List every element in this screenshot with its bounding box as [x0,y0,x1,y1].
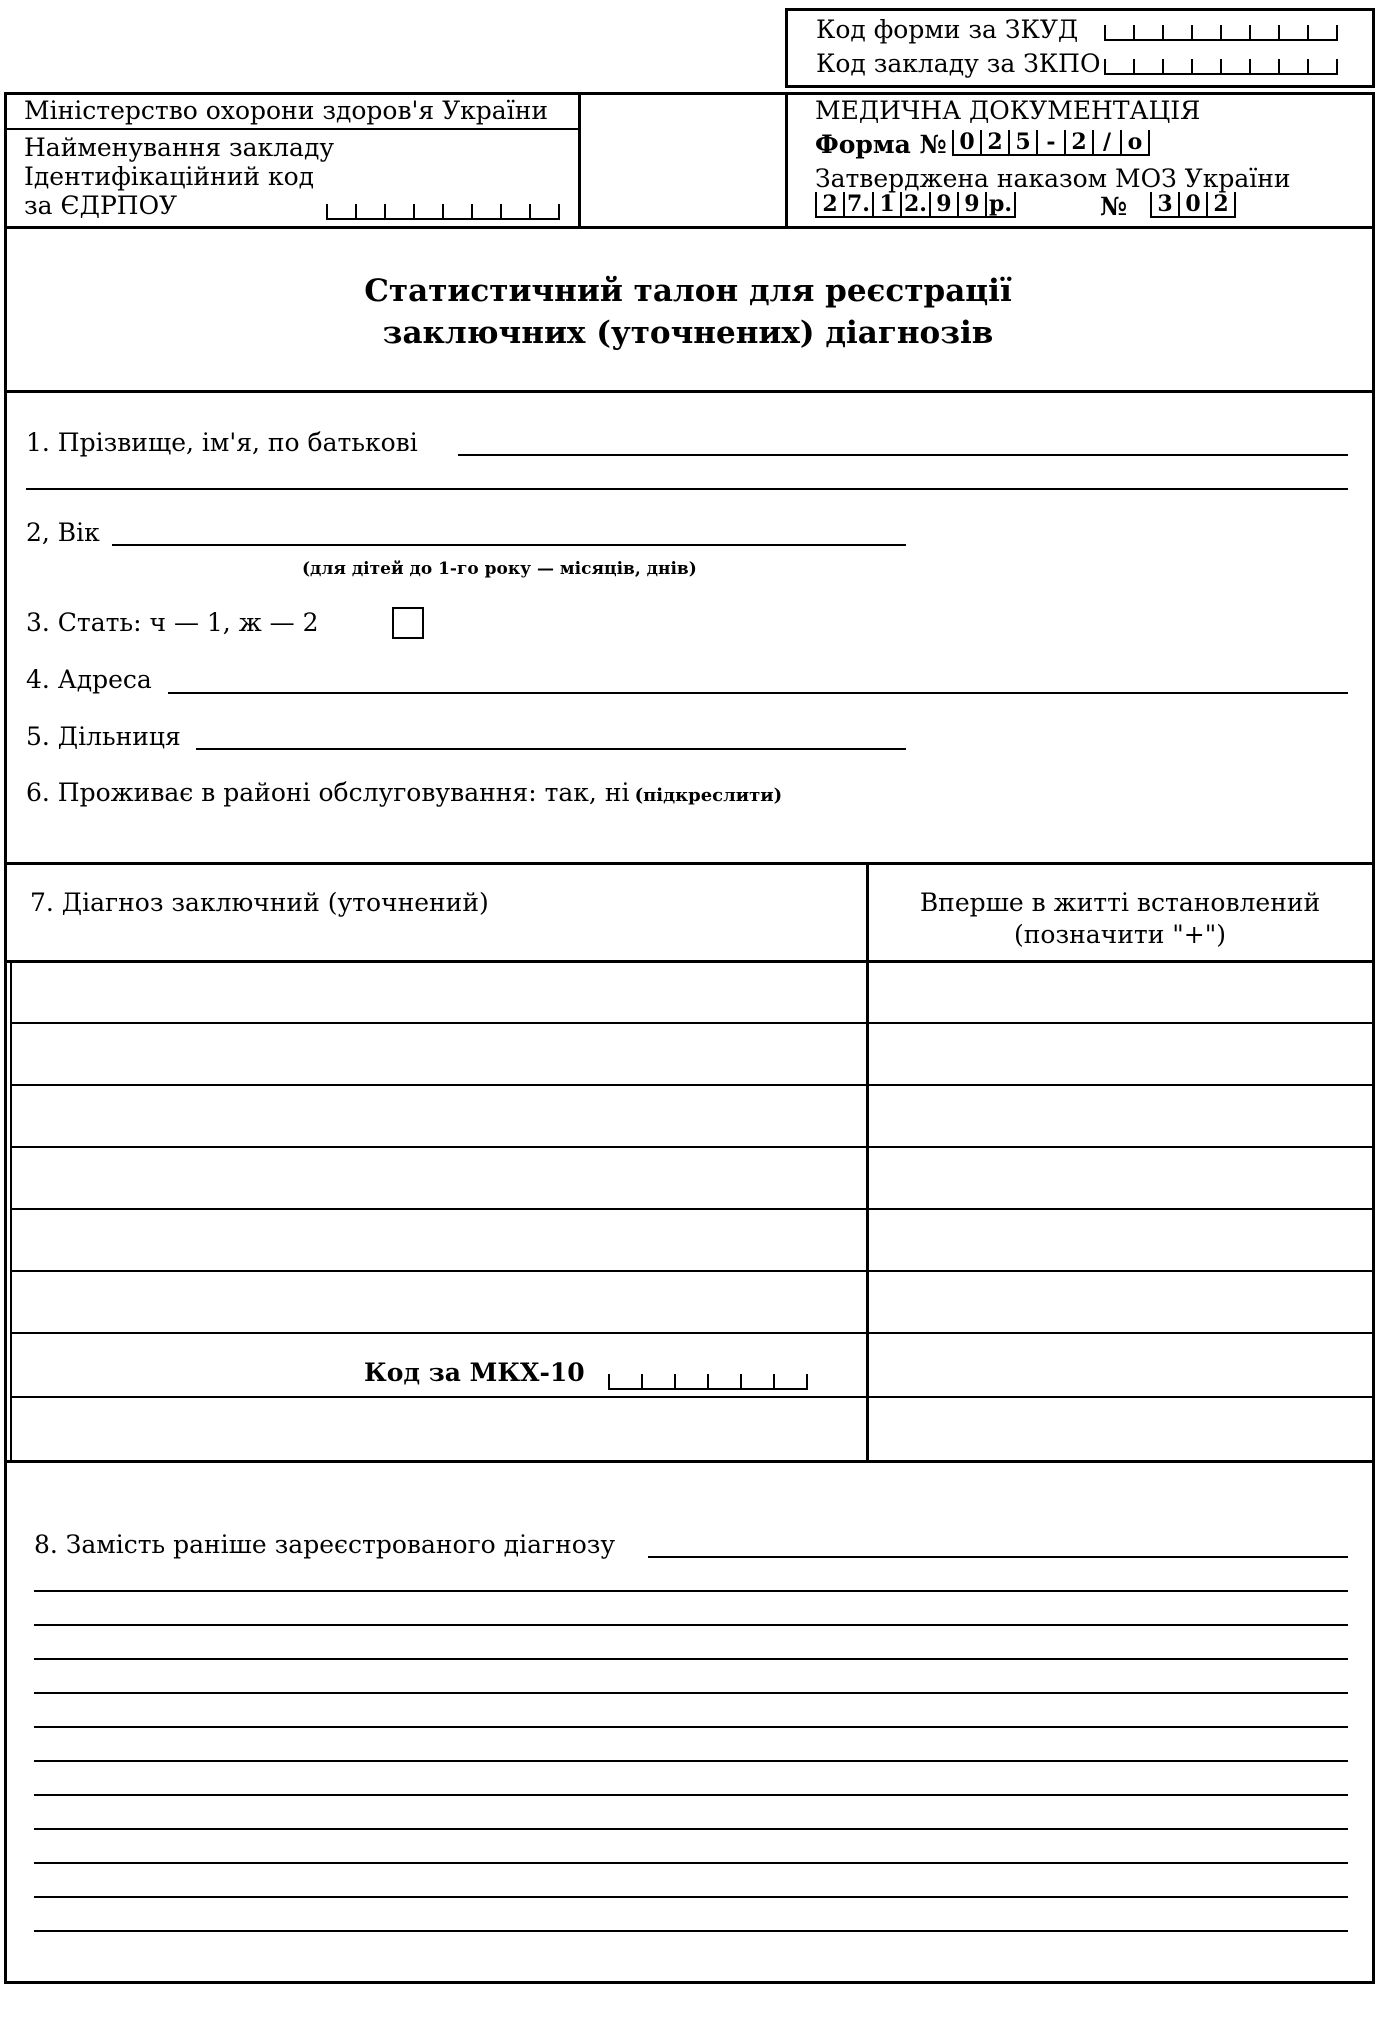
residence-question [26,778,782,808]
icd10-code-input[interactable] [608,1374,808,1390]
medical-documentation-label: МЕДИЧНА ДОКУМЕНТАЦІЯ [815,96,1201,125]
form-number-char: 2 [1064,130,1092,154]
previous-diagnosis-line[interactable] [34,1624,1348,1626]
previous-diagnosis-line[interactable] [34,1828,1348,1830]
form-number-char: - [1036,130,1064,154]
form-number-char: 5 [1008,130,1036,154]
first-time-cell-6[interactable] [870,1272,1368,1332]
header-bottom-rule [4,226,1372,229]
id-code-label-line1: Ідентифікаційний код [24,162,315,191]
order-number-label: № [1100,192,1128,221]
form-number-char: 0 [952,130,980,154]
order-number-char: 3 [1150,192,1178,216]
approved-by-label: Затверджена наказом МОЗ України [815,164,1291,193]
approval-date-boxes [815,190,1016,218]
document-title-line1: Статистичний талон для реєстрації [364,273,1012,309]
zkud-code-input[interactable] [1104,25,1338,41]
full-name-field[interactable] [458,454,1348,456]
first-time-header-line2: (позначити "+") [1014,920,1226,949]
age-field[interactable] [112,544,906,546]
zkud-label: Код форми за ЗКУД [816,15,1079,44]
header-divider-right [785,92,788,226]
approval-date-char: 2. [900,192,929,216]
form-number-char: / [1092,130,1120,154]
first-time-header-line1: Вперше в житті встановлений [919,888,1321,917]
document-title-line2: заключних (уточнених) діагнозів [382,315,994,351]
sex-label: 3. Стать: ч — 1, ж — 2 [26,608,319,637]
ministry-underline [4,128,580,130]
first-time-cell-8[interactable] [870,1398,1368,1460]
order-number-boxes [1150,190,1236,218]
full-name-field-continuation[interactable] [26,488,1348,490]
previous-diagnosis-field[interactable] [648,1556,1348,1558]
previous-diagnosis-line[interactable] [34,1794,1348,1796]
diagnosis-row-4[interactable] [12,1148,864,1208]
previous-diagnosis-line[interactable] [34,1658,1348,1660]
residence-label: 6. Проживає в районі обслуговування: так, ні [26,778,630,807]
previous-diagnosis-line[interactable] [34,1692,1348,1694]
diagnosis-row-3[interactable] [12,1086,864,1146]
zkpo-code-input[interactable] [1104,59,1338,75]
previous-diagnosis-label: 8. Замість раніше зареєстрованого діагнозу [34,1530,616,1559]
previous-diagnosis-line[interactable] [34,1726,1348,1728]
edrpou-code-input[interactable] [326,204,560,220]
diagnosis-row-1[interactable] [12,962,864,1022]
previous-diagnosis-line[interactable] [34,1896,1348,1898]
district-field[interactable] [196,748,906,750]
previous-diagnosis-line[interactable] [34,1862,1348,1864]
diagnosis-table-divider [866,862,869,1462]
icd10-code-label: Код за МКХ-10 [364,1358,585,1387]
diagnosis-header: 7. Діагноз заключний (уточнений) [30,888,489,917]
form-number-boxes [952,128,1150,156]
approval-date-char: 7. [843,192,872,216]
approval-date-char: 9 [957,192,985,216]
residence-note: (підкреслити) [634,785,783,806]
diagnosis-table-bottom-rule [4,1460,1372,1463]
form-number-char: о [1120,130,1150,154]
approval-date-char: р. [985,192,1016,216]
header-divider-left [578,92,581,226]
diagnosis-row-5[interactable] [12,1210,864,1270]
first-time-cell-7[interactable] [870,1334,1368,1394]
form-number-label: Форма № [815,130,947,159]
form-codes-box [785,8,1375,88]
form-number-char: 2 [980,130,1008,154]
order-number-char: 0 [1178,192,1206,216]
approval-date-char: 1 [872,192,900,216]
previous-diagnosis-line[interactable] [34,1590,1348,1592]
previous-diagnosis-line[interactable] [34,1930,1348,1932]
age-note: (для дітей до 1-го року — місяців, днів) [302,559,697,579]
ministry-name: Міністерство охорони здоров'я України [24,96,549,125]
first-time-cell-3[interactable] [870,1086,1368,1146]
diagnosis-row-6[interactable] [12,1272,864,1332]
id-code-label-line2: за ЄДРПОУ [24,191,178,220]
diagnosis-row-8[interactable] [12,1398,864,1460]
first-time-cell-2[interactable] [870,1024,1368,1084]
title-bottom-rule [4,390,1372,393]
age-label: 2, Вік [26,518,100,547]
diagnosis-row-2[interactable] [12,1024,864,1084]
approval-date-char: 2 [815,192,843,216]
zkpo-label: Код закладу за ЗКПО [816,49,1101,78]
district-label: 5. Дільниця [26,722,181,751]
address-field[interactable] [168,692,1348,694]
address-label: 4. Адреса [26,665,152,694]
first-time-cell-4[interactable] [870,1148,1368,1208]
first-time-cell-5[interactable] [870,1210,1368,1270]
institution-name-label: Найменування закладу [24,133,335,162]
full-name-label: 1. Прізвище, ім'я, по батькові [26,428,418,457]
previous-diagnosis-line[interactable] [34,1760,1348,1762]
order-number-char: 2 [1206,192,1236,216]
fields-bottom-rule [4,862,1372,865]
sex-checkbox[interactable] [392,607,424,639]
first-time-cell-1[interactable] [870,962,1368,1022]
approval-date-char: 9 [929,192,957,216]
